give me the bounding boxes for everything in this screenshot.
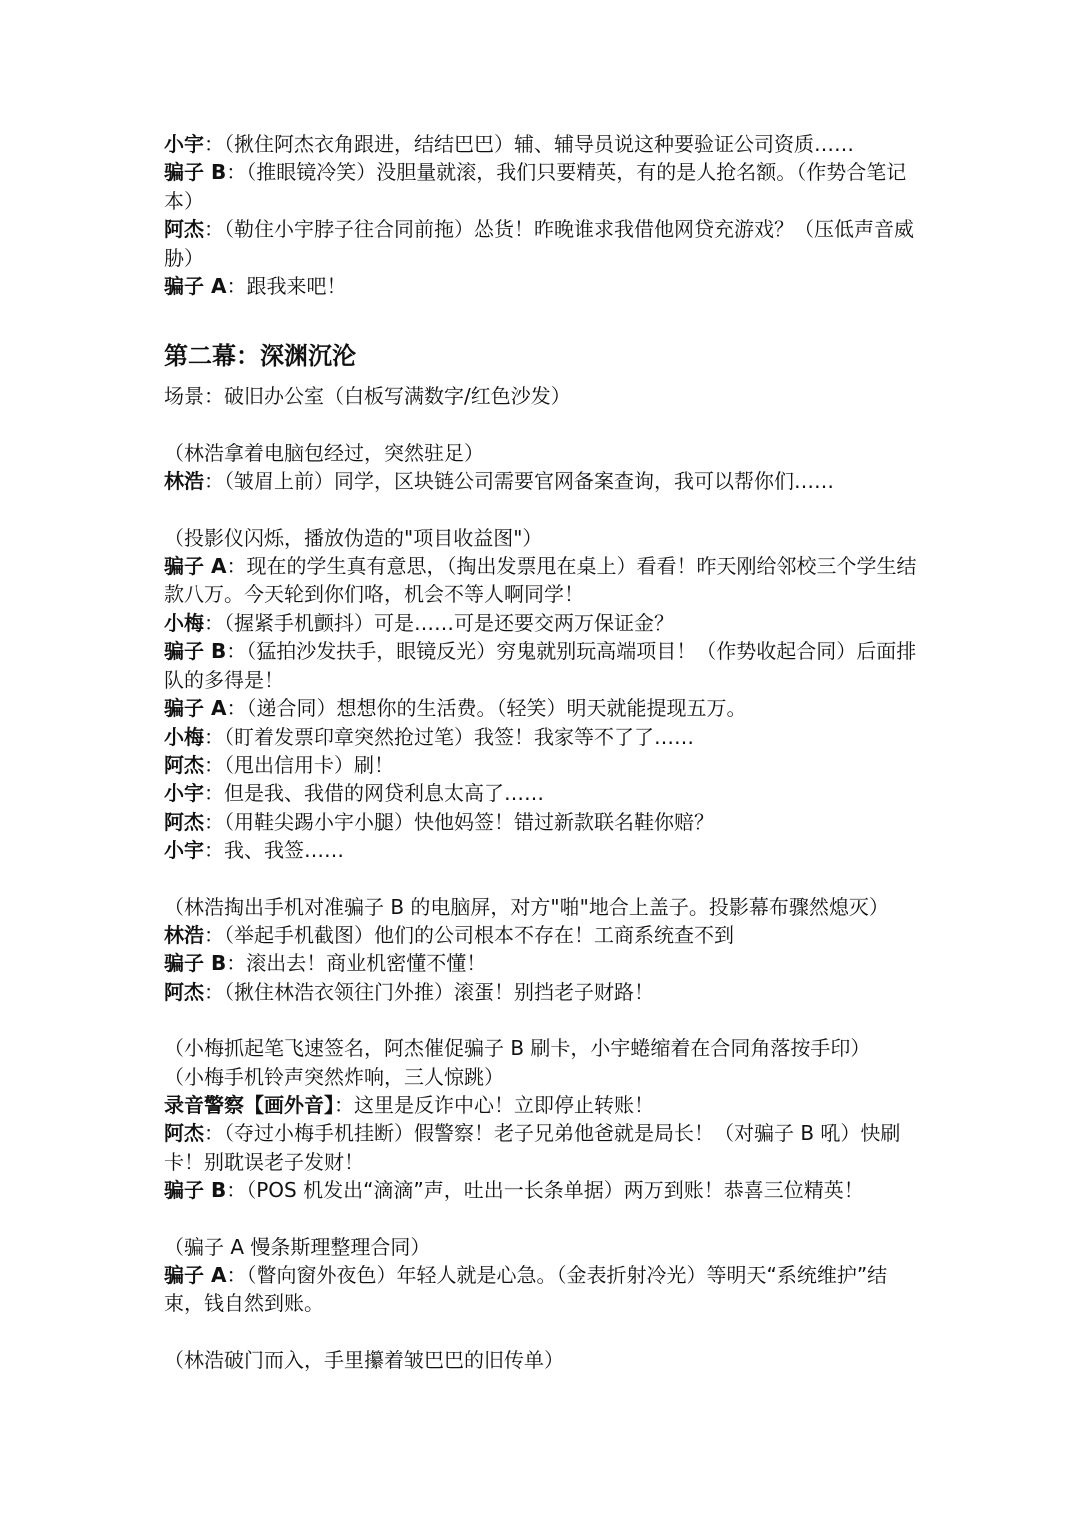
stage-direction: （小梅抓起笔飞速签名，阿杰催促骗子 B 刷卡，小宇蜷缩着在合同角落按手印） bbox=[164, 1036, 871, 1061]
stage-direction: （林浩拿着电脑包经过，突然驻足） bbox=[164, 440, 484, 465]
stage-direction: （小梅手机铃声突然炸响，三人惊跳） bbox=[164, 1064, 504, 1089]
dialogue-line bbox=[164, 808, 924, 836]
speaker-name: 小梅 bbox=[164, 724, 204, 749]
dialogue-line bbox=[164, 609, 924, 637]
dialogue-text: ：（盯着发票印章突然抢过笔）我签！我家等不了了…… bbox=[204, 724, 694, 749]
speaker-name: 骗子 A bbox=[164, 274, 227, 299]
dialogue-line bbox=[164, 694, 924, 722]
speaker-name: 阿杰 bbox=[164, 752, 204, 777]
dialogue-text: ：（夺过小梅手机挂断）假警察！老子兄弟他爸就是局长！（对骗子 B 吼）快刷卡！别耽误老子发财！ bbox=[164, 1121, 901, 1174]
speaker-name: 骗子 A bbox=[164, 696, 227, 721]
dialogue-line bbox=[164, 1119, 924, 1176]
speaker-name: 骗子 B bbox=[164, 951, 227, 976]
dialogue-text: ：（握紧手机颤抖）可是……可是还要交两万保证金？ bbox=[204, 610, 674, 635]
dialogue-text: ：（举起手机截图）他们的公司根本不存在！工商系统查不到 bbox=[204, 922, 734, 947]
dialogue-text: ：（猛拍沙发扶手，眼镜反光）穷鬼就别玩高端项目！（作势收起合同）后面排队的多得是！ bbox=[164, 639, 917, 692]
dialogue-text: ：（瞥向窗外夜色）年轻人就是心急。（金表折射冷光）等明天“系统维护”结束，钱自然到账。 bbox=[164, 1263, 888, 1316]
dialogue-line bbox=[164, 1176, 924, 1204]
speaker-name: 小宇 bbox=[164, 781, 204, 806]
script-content bbox=[164, 130, 924, 1374]
dialogue-line bbox=[164, 921, 924, 949]
dialogue-text: ：（递合同）想想你的生活费。（轻笑）明天就能提现五万。 bbox=[226, 696, 747, 721]
speaker-name: 小宇 bbox=[164, 132, 204, 156]
blank-line bbox=[164, 1205, 924, 1233]
speaker-name: 阿杰 bbox=[164, 217, 204, 242]
dialogue-line bbox=[164, 215, 924, 272]
dialogue-line bbox=[164, 1091, 924, 1119]
dialogue-text: ：（推眼镜冷笑）没胆量就滚，我们只要精英，有的是人抢名额。（作势合笔记本） bbox=[164, 160, 907, 213]
dialogue-line bbox=[164, 552, 924, 609]
dialogue-text: ：（用鞋尖踢小宇小腿）快他妈签！错过新款联名鞋你赔？ bbox=[204, 809, 714, 834]
dialogue-text: ：这里是反诈中心！立即停止转账！ bbox=[334, 1092, 654, 1117]
speaker-name: 阿杰 bbox=[164, 809, 204, 834]
speaker-name: 阿杰 bbox=[164, 1121, 204, 1146]
dialogue-text: ：跟我来吧！ bbox=[226, 274, 347, 299]
dialogue-line bbox=[164, 158, 924, 215]
dialogue-text: ：但是我、我借的网贷利息太高了…… bbox=[204, 781, 544, 806]
blank-line bbox=[164, 1006, 924, 1034]
dialogue-text: ：（POS 机发出“滴滴”声，吐出一长条单据）两万到账！恭喜三位精英！ bbox=[226, 1178, 864, 1203]
dialogue-text: ：我、我签…… bbox=[204, 838, 344, 863]
dialogue-line bbox=[164, 779, 924, 807]
dialogue-line bbox=[164, 723, 924, 751]
stage-direction: （林浩破门而入，手里攥着皱巴巴的旧传单） bbox=[164, 1347, 564, 1372]
speaker-name: 骗子 A bbox=[164, 554, 227, 579]
speaker-name: 骗子 B bbox=[164, 1178, 227, 1203]
blank-line bbox=[164, 865, 924, 893]
dialogue-line bbox=[164, 949, 924, 977]
stage-direction: （投影仪闪烁，播放伪造的"项目收益图"） bbox=[164, 525, 543, 550]
dialogue-text: ：（揪住林浩衣领往门外推）滚蛋！别挡老子财路！ bbox=[204, 979, 654, 1004]
dialogue-text: ：（甩出信用卡）刷！ bbox=[204, 752, 394, 777]
dialogue-line bbox=[164, 637, 924, 694]
speaker-name: 小宇 bbox=[164, 838, 204, 863]
dialogue-text: ：现在的学生真有意思，（掏出发票甩在桌上）看看！昨天刚给邻校三个学生结款八万。今天轮到你们咯，机会不等人啊同学！ bbox=[164, 554, 917, 607]
dialogue-line bbox=[164, 751, 924, 779]
dialogue-line bbox=[164, 836, 924, 864]
speaker-name: 林浩 bbox=[164, 922, 204, 947]
speaker-name: 骗子 B bbox=[164, 639, 227, 664]
blank-line bbox=[164, 411, 924, 439]
speaker-name: 林浩 bbox=[164, 469, 204, 494]
dialogue-line bbox=[164, 1261, 924, 1318]
stage-direction: （骗子 A 慢条斯理整理合同） bbox=[164, 1234, 431, 1259]
speaker-name: 小梅 bbox=[164, 610, 204, 635]
dialogue-text: ：（勒住小宇脖子往合同前拖）怂货！昨晚谁求我借他网贷充游戏？（压低声音威胁） bbox=[164, 217, 914, 270]
speaker-name: 阿杰 bbox=[164, 979, 204, 1004]
dialogue-text: ：（皱眉上前）同学，区块链公司需要官网备案查询，我可以帮你们…… bbox=[204, 469, 834, 494]
speaker-name: 录音警察【画外音】 bbox=[164, 1092, 334, 1117]
act-title: 第二幕：深渊沉沦 bbox=[164, 342, 356, 371]
blank-line bbox=[164, 496, 924, 524]
dialogue-line bbox=[164, 130, 924, 158]
scene-description: 场景：破旧办公室（白板写满数字/红色沙发） bbox=[164, 384, 571, 409]
dialogue-text: ：（揪住阿杰衣角跟进，结结巴巴）辅、辅导员说这种要验证公司资质…… bbox=[204, 132, 854, 156]
dialogue-line bbox=[164, 978, 924, 1006]
speaker-name: 骗子 A bbox=[164, 1263, 227, 1287]
dialogue-line bbox=[164, 272, 924, 300]
blank-line bbox=[164, 1318, 924, 1346]
stage-direction: （林浩掏出手机对准骗子 B 的电脑屏，对方"啪"地合上盖子。投影幕布骤然熄灭） bbox=[164, 894, 889, 919]
dialogue-text: ：滚出去！商业机密懂不懂！ bbox=[226, 951, 487, 976]
dialogue-line bbox=[164, 467, 924, 495]
speaker-name: 骗子 B bbox=[164, 160, 227, 185]
